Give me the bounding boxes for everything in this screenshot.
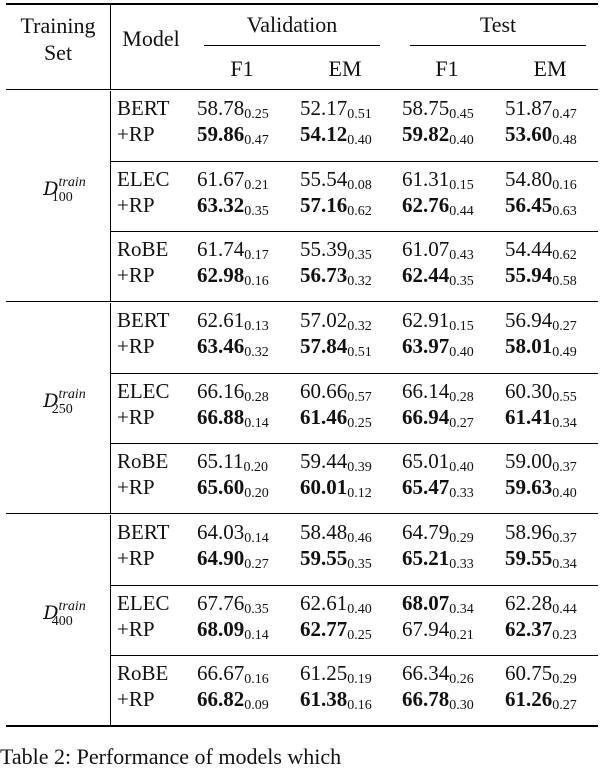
score-value: 62.91 xyxy=(402,308,450,332)
score-cell xyxy=(505,334,577,361)
score-cell xyxy=(197,308,269,335)
group-separator-rule xyxy=(6,513,598,514)
score-std: 0.09 xyxy=(244,698,269,713)
score-cell xyxy=(197,405,269,432)
model-separator-rule xyxy=(110,443,598,444)
score-value: 62.28 xyxy=(505,591,553,615)
score-std: 0.45 xyxy=(449,107,474,122)
score-std: 0.25 xyxy=(347,416,372,431)
table-row xyxy=(0,546,602,572)
score-value: 61.26 xyxy=(505,687,553,711)
score-value: 58.78 xyxy=(197,96,245,120)
score-value: 58.01 xyxy=(505,334,553,358)
score-cell xyxy=(197,379,269,406)
score-std: 0.30 xyxy=(449,698,474,713)
score-value: 60.30 xyxy=(505,379,553,403)
score-std: 0.26 xyxy=(449,672,474,687)
score-cell xyxy=(505,591,577,618)
score-value: 59.63 xyxy=(505,475,553,499)
score-cell xyxy=(402,193,474,220)
score-cell xyxy=(402,334,474,361)
score-std: 0.32 xyxy=(347,274,372,289)
score-std: 0.47 xyxy=(552,107,577,122)
score-value: 62.98 xyxy=(197,263,245,287)
score-std: 0.35 xyxy=(347,557,372,572)
score-std: 0.16 xyxy=(552,178,577,193)
score-std: 0.55 xyxy=(552,390,577,405)
score-cell xyxy=(300,475,372,502)
score-cell xyxy=(402,591,474,618)
score-value: 63.46 xyxy=(197,334,245,358)
model-name: +RP xyxy=(117,334,155,358)
score-std: 0.33 xyxy=(449,486,474,501)
score-std: 0.16 xyxy=(347,698,372,713)
score-cell xyxy=(197,687,269,714)
score-cell xyxy=(300,520,372,547)
score-cell xyxy=(402,379,474,406)
header-model: Model xyxy=(122,26,180,51)
score-value: 66.34 xyxy=(402,661,450,685)
score-value: 59.55 xyxy=(300,546,348,570)
model-separator-rule xyxy=(110,585,598,586)
score-cell xyxy=(505,379,577,406)
score-cell xyxy=(402,237,474,264)
score-cell xyxy=(197,475,269,502)
metric-val-em: EM xyxy=(328,56,362,81)
score-cell xyxy=(505,617,577,644)
score-cell xyxy=(300,617,372,644)
training-set-symbol: D xyxy=(43,178,59,200)
score-value: 51.87 xyxy=(505,96,553,120)
score-std: 0.14 xyxy=(244,416,269,431)
score-value: 62.37 xyxy=(505,617,553,641)
score-value: 66.14 xyxy=(402,379,450,403)
score-std: 0.43 xyxy=(449,248,474,263)
model-separator-rule xyxy=(110,231,598,232)
score-value: 61.46 xyxy=(300,405,348,429)
score-cell xyxy=(300,122,372,149)
score-value: 61.41 xyxy=(505,405,553,429)
score-std: 0.28 xyxy=(244,390,269,405)
score-value: 54.12 xyxy=(300,122,348,146)
score-cell xyxy=(402,122,474,149)
score-cell xyxy=(402,405,474,432)
score-value: 62.61 xyxy=(197,308,245,332)
score-cell xyxy=(197,591,269,618)
model-name: ELEC xyxy=(117,591,170,615)
score-std: 0.12 xyxy=(347,486,372,501)
training-set-superscript: train xyxy=(58,599,86,614)
training-set-subscript: 400 xyxy=(51,614,73,629)
score-cell xyxy=(505,96,577,123)
score-std: 0.14 xyxy=(244,531,269,546)
table-row xyxy=(0,263,602,289)
model-name: +RP xyxy=(117,687,155,711)
score-value: 66.67 xyxy=(197,661,245,685)
score-cell xyxy=(197,617,269,644)
table-row xyxy=(0,96,602,122)
model-separator-rule xyxy=(110,655,598,656)
score-std: 0.23 xyxy=(552,628,577,643)
table-row xyxy=(0,617,602,643)
score-cell xyxy=(197,449,268,476)
table-row xyxy=(0,661,602,687)
header-training-set-line2: Set xyxy=(43,40,73,65)
score-value: 63.97 xyxy=(402,334,450,358)
score-value: 58.75 xyxy=(402,96,450,120)
score-value: 61.31 xyxy=(402,167,450,191)
table-row xyxy=(0,591,602,617)
training-set-symbol: D xyxy=(43,602,59,624)
score-cell xyxy=(300,263,372,290)
table-row xyxy=(0,167,602,193)
score-std: 0.32 xyxy=(244,345,269,360)
score-std: 0.27 xyxy=(552,698,577,713)
score-std: 0.08 xyxy=(347,178,372,193)
score-cell xyxy=(197,167,269,194)
score-cell xyxy=(197,193,269,220)
score-cell xyxy=(505,546,577,573)
score-value: 61.74 xyxy=(197,237,245,261)
model-name: RoBE xyxy=(117,449,169,473)
table-row xyxy=(0,237,602,263)
score-std: 0.21 xyxy=(449,628,474,643)
metric-val-f1: F1 xyxy=(230,56,254,81)
score-value: 61.07 xyxy=(402,237,450,261)
score-cell xyxy=(505,167,577,194)
model-name: +RP xyxy=(117,193,155,217)
score-value: 59.00 xyxy=(505,449,553,473)
score-cell xyxy=(402,546,474,573)
model-name: ELEC xyxy=(117,167,170,191)
score-std: 0.40 xyxy=(449,133,474,148)
score-value: 65.47 xyxy=(402,475,450,499)
training-set-superscript: train xyxy=(58,175,86,190)
score-std: 0.37 xyxy=(552,460,577,475)
score-value: 67.94 xyxy=(402,617,450,641)
score-value: 66.94 xyxy=(402,405,450,429)
score-value: 61.67 xyxy=(197,167,245,191)
score-value: 52.17 xyxy=(300,96,348,120)
score-cell xyxy=(300,237,372,264)
score-std: 0.62 xyxy=(347,204,372,219)
score-std: 0.13 xyxy=(244,319,269,334)
score-std: 0.51 xyxy=(347,345,372,360)
score-cell xyxy=(402,661,474,688)
training-set-subscript: 250 xyxy=(51,402,73,417)
score-cell xyxy=(300,334,372,361)
score-std: 0.62 xyxy=(552,248,577,263)
score-value: 57.02 xyxy=(300,308,348,332)
score-value: 55.54 xyxy=(300,167,348,191)
score-cell xyxy=(300,379,372,406)
score-std: 0.34 xyxy=(449,602,474,617)
score-std: 0.44 xyxy=(552,602,577,617)
score-std: 0.51 xyxy=(347,107,372,122)
score-value: 66.78 xyxy=(402,687,450,711)
score-std: 0.40 xyxy=(449,460,474,475)
score-value: 65.60 xyxy=(197,475,245,499)
score-value: 59.55 xyxy=(505,546,553,570)
score-value: 62.77 xyxy=(300,617,348,641)
metric-test-f1: F1 xyxy=(435,56,459,81)
score-cell xyxy=(402,449,474,476)
score-value: 59.82 xyxy=(402,122,450,146)
top-rule xyxy=(6,3,598,5)
table-row xyxy=(0,379,602,405)
model-name: +RP xyxy=(117,405,155,429)
score-cell xyxy=(197,237,269,264)
model-name: RoBE xyxy=(117,237,169,261)
table-row xyxy=(0,308,602,334)
score-value: 60.66 xyxy=(300,379,348,403)
score-std: 0.47 xyxy=(244,133,269,148)
table-row xyxy=(0,193,602,219)
score-std: 0.27 xyxy=(552,319,577,334)
table-row xyxy=(0,475,602,501)
score-std: 0.35 xyxy=(449,274,474,289)
score-std: 0.49 xyxy=(552,345,577,360)
score-std: 0.37 xyxy=(552,531,577,546)
score-cell xyxy=(197,122,269,149)
score-std: 0.44 xyxy=(449,204,474,219)
score-std: 0.34 xyxy=(552,416,577,431)
model-name: RoBE xyxy=(117,661,169,685)
score-cell xyxy=(300,449,372,476)
score-value: 56.45 xyxy=(505,193,553,217)
header-validation: Validation xyxy=(246,12,338,37)
score-std: 0.35 xyxy=(244,602,269,617)
score-cell xyxy=(300,96,372,123)
score-std: 0.27 xyxy=(244,557,269,572)
score-value: 53.60 xyxy=(505,122,553,146)
score-std: 0.46 xyxy=(347,531,372,546)
score-std: 0.25 xyxy=(347,628,372,643)
score-cell xyxy=(300,687,372,714)
score-cell xyxy=(197,96,269,123)
training-set-subscript: 100 xyxy=(51,190,73,205)
score-value: 55.39 xyxy=(300,237,348,261)
score-std: 0.63 xyxy=(552,204,577,219)
score-std: 0.15 xyxy=(449,319,474,334)
test-cmidrule xyxy=(410,45,586,46)
score-value: 62.61 xyxy=(300,591,348,615)
metric-test-em: EM xyxy=(533,56,567,81)
score-std: 0.25 xyxy=(244,107,269,122)
score-std: 0.28 xyxy=(449,390,474,405)
model-name: +RP xyxy=(117,263,155,287)
score-cell xyxy=(197,263,269,290)
score-value: 61.38 xyxy=(300,687,348,711)
score-value: 62.76 xyxy=(402,193,450,217)
score-cell xyxy=(402,167,474,194)
score-cell xyxy=(505,475,577,502)
score-std: 0.35 xyxy=(347,248,372,263)
model-name: ELEC xyxy=(117,379,170,403)
header-training-set-line1: Training xyxy=(20,13,96,38)
model-separator-rule xyxy=(110,161,598,162)
score-value: 56.94 xyxy=(505,308,553,332)
score-value: 58.96 xyxy=(505,520,553,544)
score-value: 58.48 xyxy=(300,520,348,544)
score-value: 67.76 xyxy=(197,591,245,615)
table-row xyxy=(0,520,602,546)
score-cell xyxy=(402,617,474,644)
score-std: 0.17 xyxy=(244,248,269,263)
score-value: 59.44 xyxy=(300,449,348,473)
table-row xyxy=(0,405,602,431)
score-cell xyxy=(300,308,372,335)
score-value: 55.94 xyxy=(505,263,553,287)
table-row xyxy=(0,122,602,148)
bottom-rule xyxy=(6,725,598,727)
score-cell xyxy=(505,237,577,264)
score-value: 66.82 xyxy=(197,687,245,711)
score-value: 68.09 xyxy=(197,617,245,641)
score-std: 0.15 xyxy=(449,178,474,193)
score-cell xyxy=(505,520,577,547)
score-std: 0.40 xyxy=(347,602,372,617)
score-cell xyxy=(300,591,372,618)
score-cell xyxy=(505,687,577,714)
score-value: 64.03 xyxy=(197,520,245,544)
header-bottom-rule xyxy=(6,89,598,90)
score-std: 0.29 xyxy=(449,531,474,546)
score-value: 54.80 xyxy=(505,167,553,191)
model-separator-rule xyxy=(110,373,598,374)
score-value: 60.75 xyxy=(505,661,553,685)
score-cell xyxy=(300,661,372,688)
score-value: 57.84 xyxy=(300,334,348,358)
score-std: 0.14 xyxy=(244,628,269,643)
score-std: 0.20 xyxy=(243,460,268,475)
score-value: 64.90 xyxy=(197,546,245,570)
table-caption: Table 2: Performance of models which xyxy=(0,744,342,769)
score-std: 0.16 xyxy=(244,274,269,289)
score-value: 60.01 xyxy=(300,475,348,499)
score-cell xyxy=(402,475,474,502)
score-cell xyxy=(505,122,577,149)
score-cell xyxy=(300,546,372,573)
score-value: 57.16 xyxy=(300,193,348,217)
score-std: 0.48 xyxy=(552,133,577,148)
score-std: 0.16 xyxy=(244,672,269,687)
score-value: 63.32 xyxy=(197,193,245,217)
score-value: 65.01 xyxy=(402,449,450,473)
group-separator-rule xyxy=(6,301,598,302)
model-name: +RP xyxy=(117,475,155,499)
score-cell xyxy=(402,263,474,290)
score-cell xyxy=(197,334,269,361)
score-std: 0.33 xyxy=(449,557,474,572)
score-std: 0.40 xyxy=(347,133,372,148)
score-cell xyxy=(300,193,372,220)
table-row xyxy=(0,449,602,475)
score-cell xyxy=(505,193,577,220)
score-cell xyxy=(197,520,269,547)
score-cell xyxy=(197,546,269,573)
score-cell xyxy=(402,308,474,335)
score-std: 0.20 xyxy=(244,486,269,501)
score-value: 54.44 xyxy=(505,237,553,261)
score-std: 0.29 xyxy=(552,672,577,687)
score-std: 0.27 xyxy=(449,416,474,431)
score-value: 59.86 xyxy=(197,122,245,146)
header-training-set xyxy=(6,12,110,66)
score-std: 0.35 xyxy=(244,204,269,219)
score-std: 0.32 xyxy=(347,319,372,334)
score-value: 62.44 xyxy=(402,263,450,287)
score-std: 0.39 xyxy=(347,460,372,475)
score-cell xyxy=(402,520,474,547)
score-cell xyxy=(402,96,474,123)
score-value: 61.25 xyxy=(300,661,348,685)
score-value: 66.16 xyxy=(197,379,245,403)
score-std: 0.40 xyxy=(449,345,474,360)
score-cell xyxy=(402,687,474,714)
model-name: +RP xyxy=(117,617,155,641)
score-value: 65.21 xyxy=(402,546,450,570)
model-name: BERT xyxy=(117,520,170,544)
table-row xyxy=(0,334,602,360)
header-test: Test xyxy=(479,12,517,37)
score-cell xyxy=(505,308,577,335)
score-cell xyxy=(505,661,577,688)
score-value: 66.88 xyxy=(197,405,245,429)
model-name: +RP xyxy=(117,546,155,570)
score-std: 0.21 xyxy=(244,178,269,193)
model-name: +RP xyxy=(117,122,155,146)
score-value: 68.07 xyxy=(402,591,450,615)
score-cell xyxy=(505,449,577,476)
score-std: 0.34 xyxy=(552,557,577,572)
score-std: 0.40 xyxy=(552,486,577,501)
score-cell xyxy=(300,405,372,432)
validation-cmidrule xyxy=(204,45,380,46)
score-cell xyxy=(197,661,269,688)
header-vertical-rule xyxy=(110,4,111,90)
training-set-superscript: train xyxy=(58,387,86,402)
training-set-symbol: D xyxy=(43,390,59,412)
score-value: 56.73 xyxy=(300,263,348,287)
score-cell xyxy=(505,405,577,432)
model-name: BERT xyxy=(117,96,170,120)
score-std: 0.57 xyxy=(347,390,372,405)
score-cell xyxy=(300,167,372,194)
score-std: 0.19 xyxy=(347,672,372,687)
score-cell xyxy=(505,263,577,290)
table-row xyxy=(0,687,602,713)
score-value: 65.11 xyxy=(197,449,244,473)
score-value: 64.79 xyxy=(402,520,450,544)
model-name: BERT xyxy=(117,308,170,332)
score-std: 0.58 xyxy=(552,274,577,289)
